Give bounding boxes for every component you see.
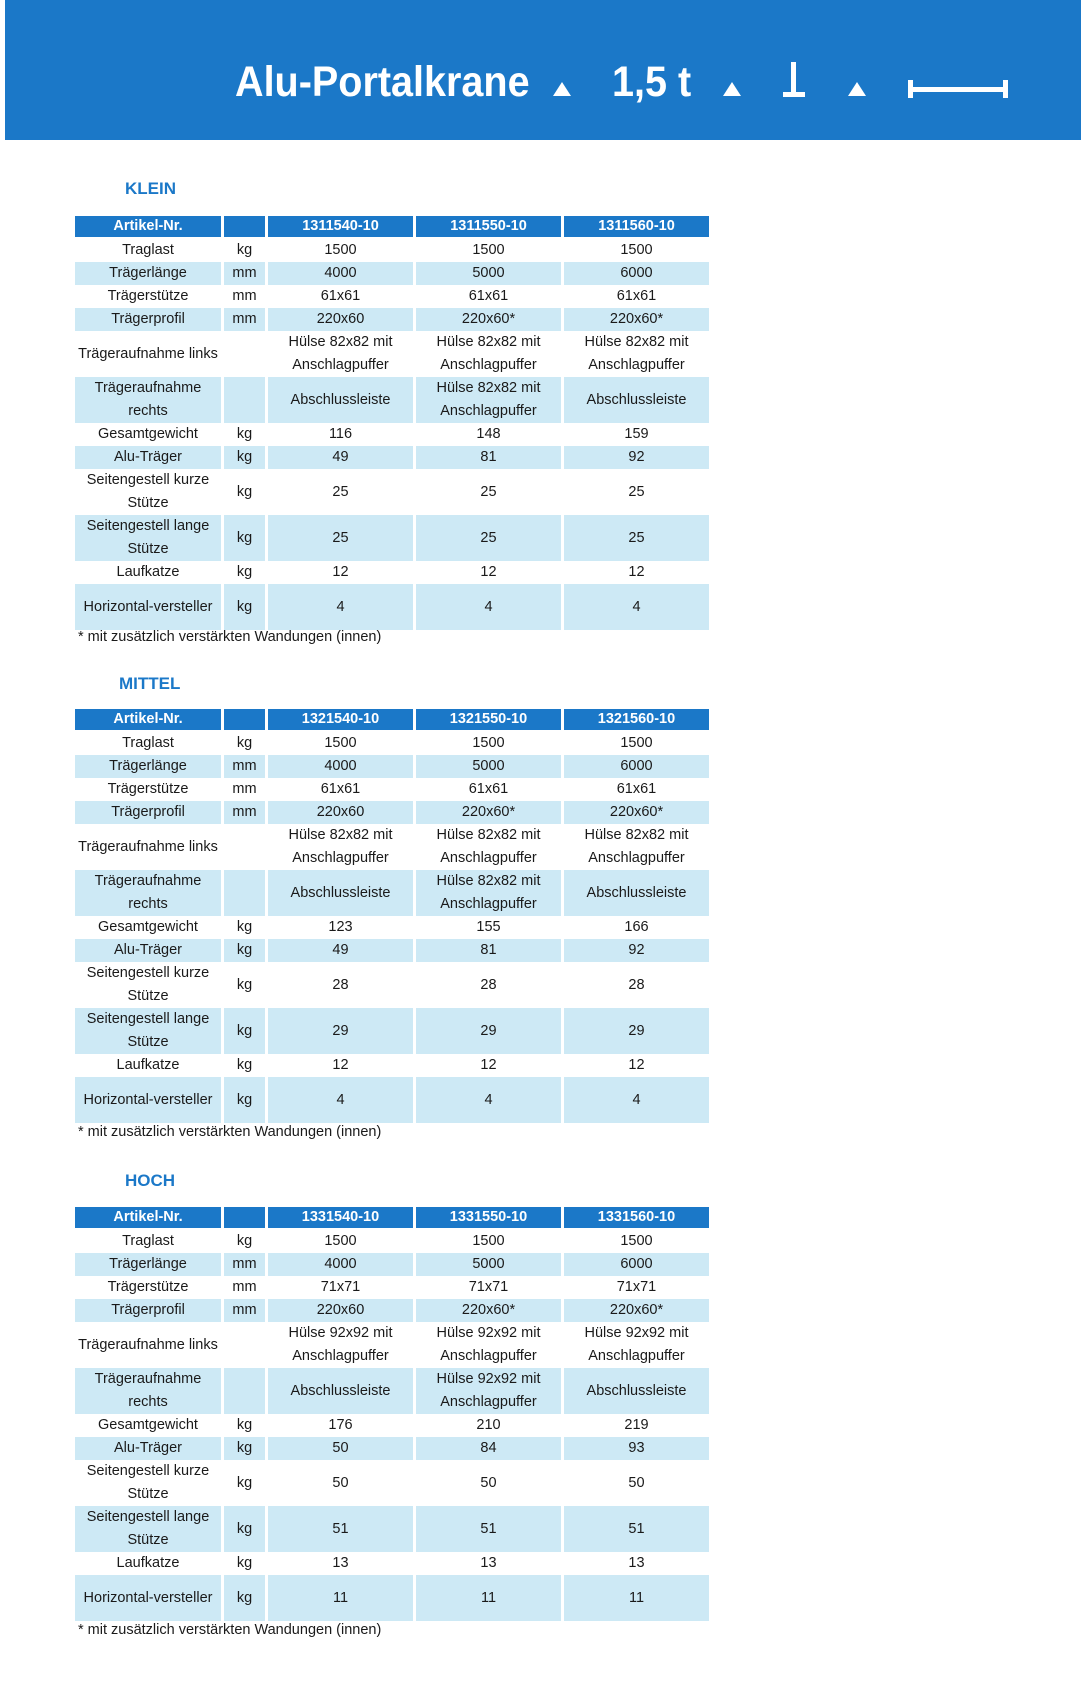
row-label: Trägerlänge	[75, 755, 221, 778]
table-row	[75, 778, 709, 801]
table-row	[75, 1414, 709, 1437]
triangle-up-icon	[723, 82, 741, 96]
value-cell: Hülse 82x82 mit Anschlagpuffer	[436, 827, 541, 866]
row-label: Trägeraufnahme links	[78, 345, 218, 362]
girder-length-icon	[908, 78, 1008, 100]
row-label: Trägerprofil	[75, 308, 221, 331]
column-header-article: 1331560-10	[564, 1207, 709, 1230]
value-cell: 5000	[416, 755, 561, 778]
unit-cell: kg	[236, 976, 253, 993]
row-label: Trägeraufnahme rechts	[75, 1368, 221, 1414]
unit-cell	[224, 377, 265, 423]
row-label: Seitengestell lange Stütze	[75, 1008, 221, 1054]
value-cell: 220x60	[268, 801, 413, 824]
spec-table	[72, 216, 712, 630]
unit-cell: kg	[236, 1417, 253, 1433]
column-header-label: Artikel-Nr.	[75, 216, 221, 239]
unit-cell: kg	[236, 242, 253, 258]
value-cell: 6000	[564, 755, 709, 778]
value-cell: Abschlussleiste	[564, 1368, 709, 1414]
value-cell: 61x61	[616, 288, 657, 304]
value-cell: 210	[476, 1417, 501, 1433]
table-header-row	[75, 1207, 709, 1230]
value-cell: 4	[268, 1077, 413, 1123]
unit-cell: kg	[236, 919, 253, 935]
value-cell: 116	[328, 426, 353, 442]
unit-cell: kg	[236, 483, 253, 500]
value-cell: 25	[416, 515, 561, 561]
value-cell: 13	[628, 1555, 645, 1571]
value-cell: 61x61	[616, 781, 657, 797]
value-cell: 61x61	[468, 288, 509, 304]
value-cell: 81	[416, 939, 561, 962]
row-label: Laufkatze	[116, 564, 180, 580]
unit-cell: kg	[224, 584, 265, 630]
value-cell: 92	[564, 939, 709, 962]
value-cell: 220x60	[268, 1299, 413, 1322]
value-cell: 51	[268, 1506, 413, 1552]
value-cell: 71x71	[320, 1279, 361, 1295]
triangle-up-icon	[848, 82, 866, 96]
row-label: Horizontal-versteller	[75, 584, 221, 630]
value-cell: 25	[628, 483, 645, 500]
value-cell: 51	[564, 1506, 709, 1552]
row-label: Gesamtgewicht	[98, 1417, 198, 1433]
row-label: Traglast	[122, 735, 174, 751]
value-cell: 6000	[564, 1253, 709, 1276]
unit-cell: mm	[232, 781, 257, 797]
table-row	[75, 561, 709, 584]
table-row	[75, 755, 709, 778]
footnote: * mit zusätzlich verstärkten Wandungen (innen)	[78, 629, 382, 645]
value-cell: 220x60*	[564, 308, 709, 331]
column-header-article: 1331550-10	[416, 1207, 561, 1230]
value-cell: Hülse 82x82 mit Anschlagpuffer	[436, 334, 541, 373]
table-row	[75, 1054, 709, 1077]
table-row	[75, 331, 709, 377]
row-label: Alu-Träger	[75, 446, 221, 469]
column-header-article: 1311550-10	[416, 216, 561, 239]
column-header-unit	[224, 709, 265, 732]
table-row	[75, 1368, 709, 1414]
header-banner	[5, 0, 1081, 140]
section-title: HOCH	[125, 1171, 176, 1190]
value-cell: 50	[268, 1437, 413, 1460]
column-header-unit	[224, 216, 265, 239]
unit-cell	[224, 870, 265, 916]
value-cell: Hülse 82x82 mit Anschlagpuffer	[584, 827, 689, 866]
spec-table	[72, 1207, 712, 1621]
table-row	[75, 515, 709, 561]
unit-cell: kg	[236, 735, 253, 751]
value-cell: Hülse 92x92 mit Anschlagpuffer	[584, 1325, 689, 1364]
table-row	[75, 308, 709, 331]
column-header-article: 1311560-10	[564, 216, 709, 239]
unit-cell	[224, 1322, 265, 1368]
table-header-row	[75, 709, 709, 732]
table-row	[75, 1077, 709, 1123]
unit-cell: kg	[236, 1233, 253, 1249]
value-cell: Hülse 82x82 mit Anschlagpuffer	[288, 334, 393, 373]
triangle-up-icon	[553, 82, 571, 96]
unit-cell: kg	[236, 1057, 253, 1073]
column-header-label: Artikel-Nr.	[75, 709, 221, 732]
table-row	[75, 1575, 709, 1621]
value-cell: 4	[564, 584, 709, 630]
column-header-label: Artikel-Nr.	[75, 1207, 221, 1230]
value-cell: 4	[564, 1077, 709, 1123]
table-row	[75, 1276, 709, 1299]
column-header-article: 1311540-10	[268, 216, 413, 239]
value-cell: Hülse 82x82 mit Anschlagpuffer	[416, 870, 561, 916]
value-cell: 28	[332, 976, 349, 993]
row-label: Alu-Träger	[75, 939, 221, 962]
unit-cell: mm	[224, 308, 265, 331]
section-title: MITTEL	[119, 674, 181, 693]
unit-cell	[224, 331, 265, 377]
unit-cell: kg	[236, 564, 253, 580]
unit-cell: mm	[224, 262, 265, 285]
row-label: Laufkatze	[116, 1555, 180, 1571]
value-cell: 219	[624, 1417, 649, 1433]
table-row	[75, 239, 709, 262]
value-cell: 176	[328, 1417, 353, 1433]
value-cell: 71x71	[616, 1279, 657, 1295]
value-cell: Abschlussleiste	[564, 377, 709, 423]
unit-cell: kg	[224, 1437, 265, 1460]
table-row	[75, 285, 709, 308]
value-cell: Abschlussleiste	[564, 870, 709, 916]
unit-cell: kg	[236, 1474, 253, 1491]
value-cell: Hülse 82x82 mit Anschlagpuffer	[584, 334, 689, 373]
column-header-article: 1321550-10	[416, 709, 561, 732]
value-cell: 25	[332, 483, 349, 500]
value-cell: 29	[416, 1008, 561, 1054]
row-label: Seitengestell kurze Stütze	[86, 965, 210, 1004]
value-cell: 220x60	[268, 308, 413, 331]
row-label: Trägerlänge	[75, 262, 221, 285]
unit-cell: mm	[232, 288, 257, 304]
unit-cell: mm	[224, 801, 265, 824]
value-cell: 29	[268, 1008, 413, 1054]
unit-cell: kg	[236, 426, 253, 442]
value-cell: 49	[268, 939, 413, 962]
value-cell: 4	[416, 1077, 561, 1123]
value-cell: 92	[564, 446, 709, 469]
value-cell: 1500	[472, 735, 505, 751]
unit-cell: mm	[224, 1253, 265, 1276]
value-cell: 12	[480, 1057, 497, 1073]
value-cell: 29	[564, 1008, 709, 1054]
table-row	[75, 824, 709, 870]
value-cell: Hülse 82x82 mit Anschlagpuffer	[416, 377, 561, 423]
row-label: Trägerstütze	[107, 288, 189, 304]
row-label: Trägerprofil	[75, 801, 221, 824]
value-cell: 220x60*	[416, 1299, 561, 1322]
t-beam-icon	[781, 60, 807, 100]
value-cell: 11	[564, 1575, 709, 1621]
row-label: Horizontal-versteller	[75, 1575, 221, 1621]
column-header-unit	[224, 1207, 265, 1230]
table-row	[75, 1506, 709, 1552]
unit-cell: mm	[224, 1299, 265, 1322]
value-cell: 155	[476, 919, 501, 935]
table-row	[75, 1230, 709, 1253]
table-row	[75, 1008, 709, 1054]
row-label: Traglast	[122, 242, 174, 258]
load-capacity: 1,5 t	[612, 58, 692, 106]
value-cell: 1500	[620, 242, 653, 258]
value-cell: 5000	[416, 262, 561, 285]
unit-cell: mm	[224, 755, 265, 778]
value-cell: 123	[328, 919, 353, 935]
spec-table	[72, 709, 712, 1123]
table-row	[75, 939, 709, 962]
row-label: Gesamtgewicht	[98, 919, 198, 935]
value-cell: 1500	[324, 242, 357, 258]
row-label: Alu-Träger	[75, 1437, 221, 1460]
row-label: Horizontal-versteller	[75, 1077, 221, 1123]
row-label: Seitengestell lange Stütze	[75, 515, 221, 561]
value-cell: Hülse 92x92 mit Anschlagpuffer	[288, 1325, 393, 1364]
value-cell: 50	[628, 1474, 645, 1491]
row-label: Trägerlänge	[75, 1253, 221, 1276]
table-row	[75, 962, 709, 1008]
page-title: Alu-Portalkrane	[235, 58, 530, 106]
table-row	[75, 916, 709, 939]
value-cell: 4	[268, 584, 413, 630]
row-label: Seitengestell lange Stütze	[75, 1506, 221, 1552]
footnote: * mit zusätzlich verstärkten Wandungen (innen)	[78, 1622, 382, 1638]
value-cell: 12	[332, 1057, 349, 1073]
value-cell: 159	[624, 426, 649, 442]
section-title: KLEIN	[125, 179, 176, 198]
table-row	[75, 446, 709, 469]
value-cell: 12	[628, 564, 645, 580]
table-row	[75, 1552, 709, 1575]
value-cell: 61x61	[320, 781, 361, 797]
value-cell: 28	[628, 976, 645, 993]
value-cell: 81	[416, 446, 561, 469]
value-cell: 1500	[324, 735, 357, 751]
value-cell: 51	[416, 1506, 561, 1552]
table-row	[75, 423, 709, 446]
row-label: Trägerstütze	[107, 1279, 189, 1295]
column-header-article: 1331540-10	[268, 1207, 413, 1230]
row-label: Traglast	[122, 1233, 174, 1249]
table-row	[75, 801, 709, 824]
unit-cell: kg	[224, 1008, 265, 1054]
table-row	[75, 469, 709, 515]
table-row	[75, 870, 709, 916]
row-label: Trägeraufnahme rechts	[75, 377, 221, 423]
table-header-row	[75, 216, 709, 239]
unit-cell: kg	[236, 1555, 253, 1571]
value-cell: 4000	[268, 1253, 413, 1276]
value-cell: 4000	[268, 755, 413, 778]
value-cell: 12	[332, 564, 349, 580]
unit-cell: kg	[224, 446, 265, 469]
value-cell: 220x60*	[416, 801, 561, 824]
value-cell: 6000	[564, 262, 709, 285]
value-cell: Abschlussleiste	[268, 870, 413, 916]
unit-cell: kg	[224, 515, 265, 561]
table-row	[75, 1437, 709, 1460]
value-cell: 93	[564, 1437, 709, 1460]
unit-cell: kg	[224, 1575, 265, 1621]
unit-cell: kg	[224, 1077, 265, 1123]
table-row	[75, 732, 709, 755]
table-row	[75, 262, 709, 285]
value-cell: 71x71	[468, 1279, 509, 1295]
table-row	[75, 1253, 709, 1276]
row-label: Gesamtgewicht	[98, 426, 198, 442]
value-cell: 12	[628, 1057, 645, 1073]
row-label: Laufkatze	[116, 1057, 180, 1073]
value-cell: 13	[332, 1555, 349, 1571]
table-row	[75, 1460, 709, 1506]
value-cell: 61x61	[320, 288, 361, 304]
value-cell: 12	[480, 564, 497, 580]
value-cell: 166	[624, 919, 649, 935]
value-cell: 25	[564, 515, 709, 561]
value-cell: Hülse 92x92 mit Anschlagpuffer	[416, 1368, 561, 1414]
column-header-article: 1321540-10	[268, 709, 413, 732]
value-cell: 61x61	[468, 781, 509, 797]
value-cell: Abschlussleiste	[268, 377, 413, 423]
row-label: Trägerprofil	[75, 1299, 221, 1322]
value-cell: 4	[416, 584, 561, 630]
unit-cell: kg	[224, 939, 265, 962]
table-row	[75, 584, 709, 630]
value-cell: 50	[480, 1474, 497, 1491]
unit-cell: mm	[232, 1279, 257, 1295]
value-cell: 28	[480, 976, 497, 993]
unit-cell	[224, 824, 265, 870]
value-cell: 148	[476, 426, 501, 442]
value-cell: 4000	[268, 262, 413, 285]
value-cell: 220x60*	[564, 801, 709, 824]
row-label: Seitengestell kurze Stütze	[86, 472, 210, 511]
row-label: Trägeraufnahme links	[78, 838, 218, 855]
value-cell: 220x60*	[416, 308, 561, 331]
table-row	[75, 377, 709, 423]
value-cell: 1500	[620, 735, 653, 751]
row-label: Trägeraufnahme links	[78, 1336, 218, 1353]
row-label: Trägeraufnahme rechts	[75, 870, 221, 916]
value-cell: Hülse 82x82 mit Anschlagpuffer	[288, 827, 393, 866]
value-cell: 1500	[620, 1233, 653, 1249]
value-cell: 11	[416, 1575, 561, 1621]
value-cell: 5000	[416, 1253, 561, 1276]
value-cell: 25	[268, 515, 413, 561]
table-row	[75, 1322, 709, 1368]
footnote: * mit zusätzlich verstärkten Wandungen (innen)	[78, 1124, 382, 1140]
table-row	[75, 1299, 709, 1322]
value-cell: 13	[480, 1555, 497, 1571]
value-cell: 25	[480, 483, 497, 500]
unit-cell	[224, 1368, 265, 1414]
value-cell: 50	[332, 1474, 349, 1491]
row-label: Seitengestell kurze Stütze	[86, 1463, 210, 1502]
row-label: Trägerstütze	[107, 781, 189, 797]
value-cell: 84	[416, 1437, 561, 1460]
column-header-article: 1321560-10	[564, 709, 709, 732]
value-cell: Abschlussleiste	[268, 1368, 413, 1414]
value-cell: 11	[268, 1575, 413, 1621]
value-cell: Hülse 92x92 mit Anschlagpuffer	[436, 1325, 541, 1364]
value-cell: 49	[268, 446, 413, 469]
value-cell: 220x60*	[564, 1299, 709, 1322]
value-cell: 1500	[472, 1233, 505, 1249]
unit-cell: kg	[224, 1506, 265, 1552]
value-cell: 1500	[324, 1233, 357, 1249]
value-cell: 1500	[472, 242, 505, 258]
